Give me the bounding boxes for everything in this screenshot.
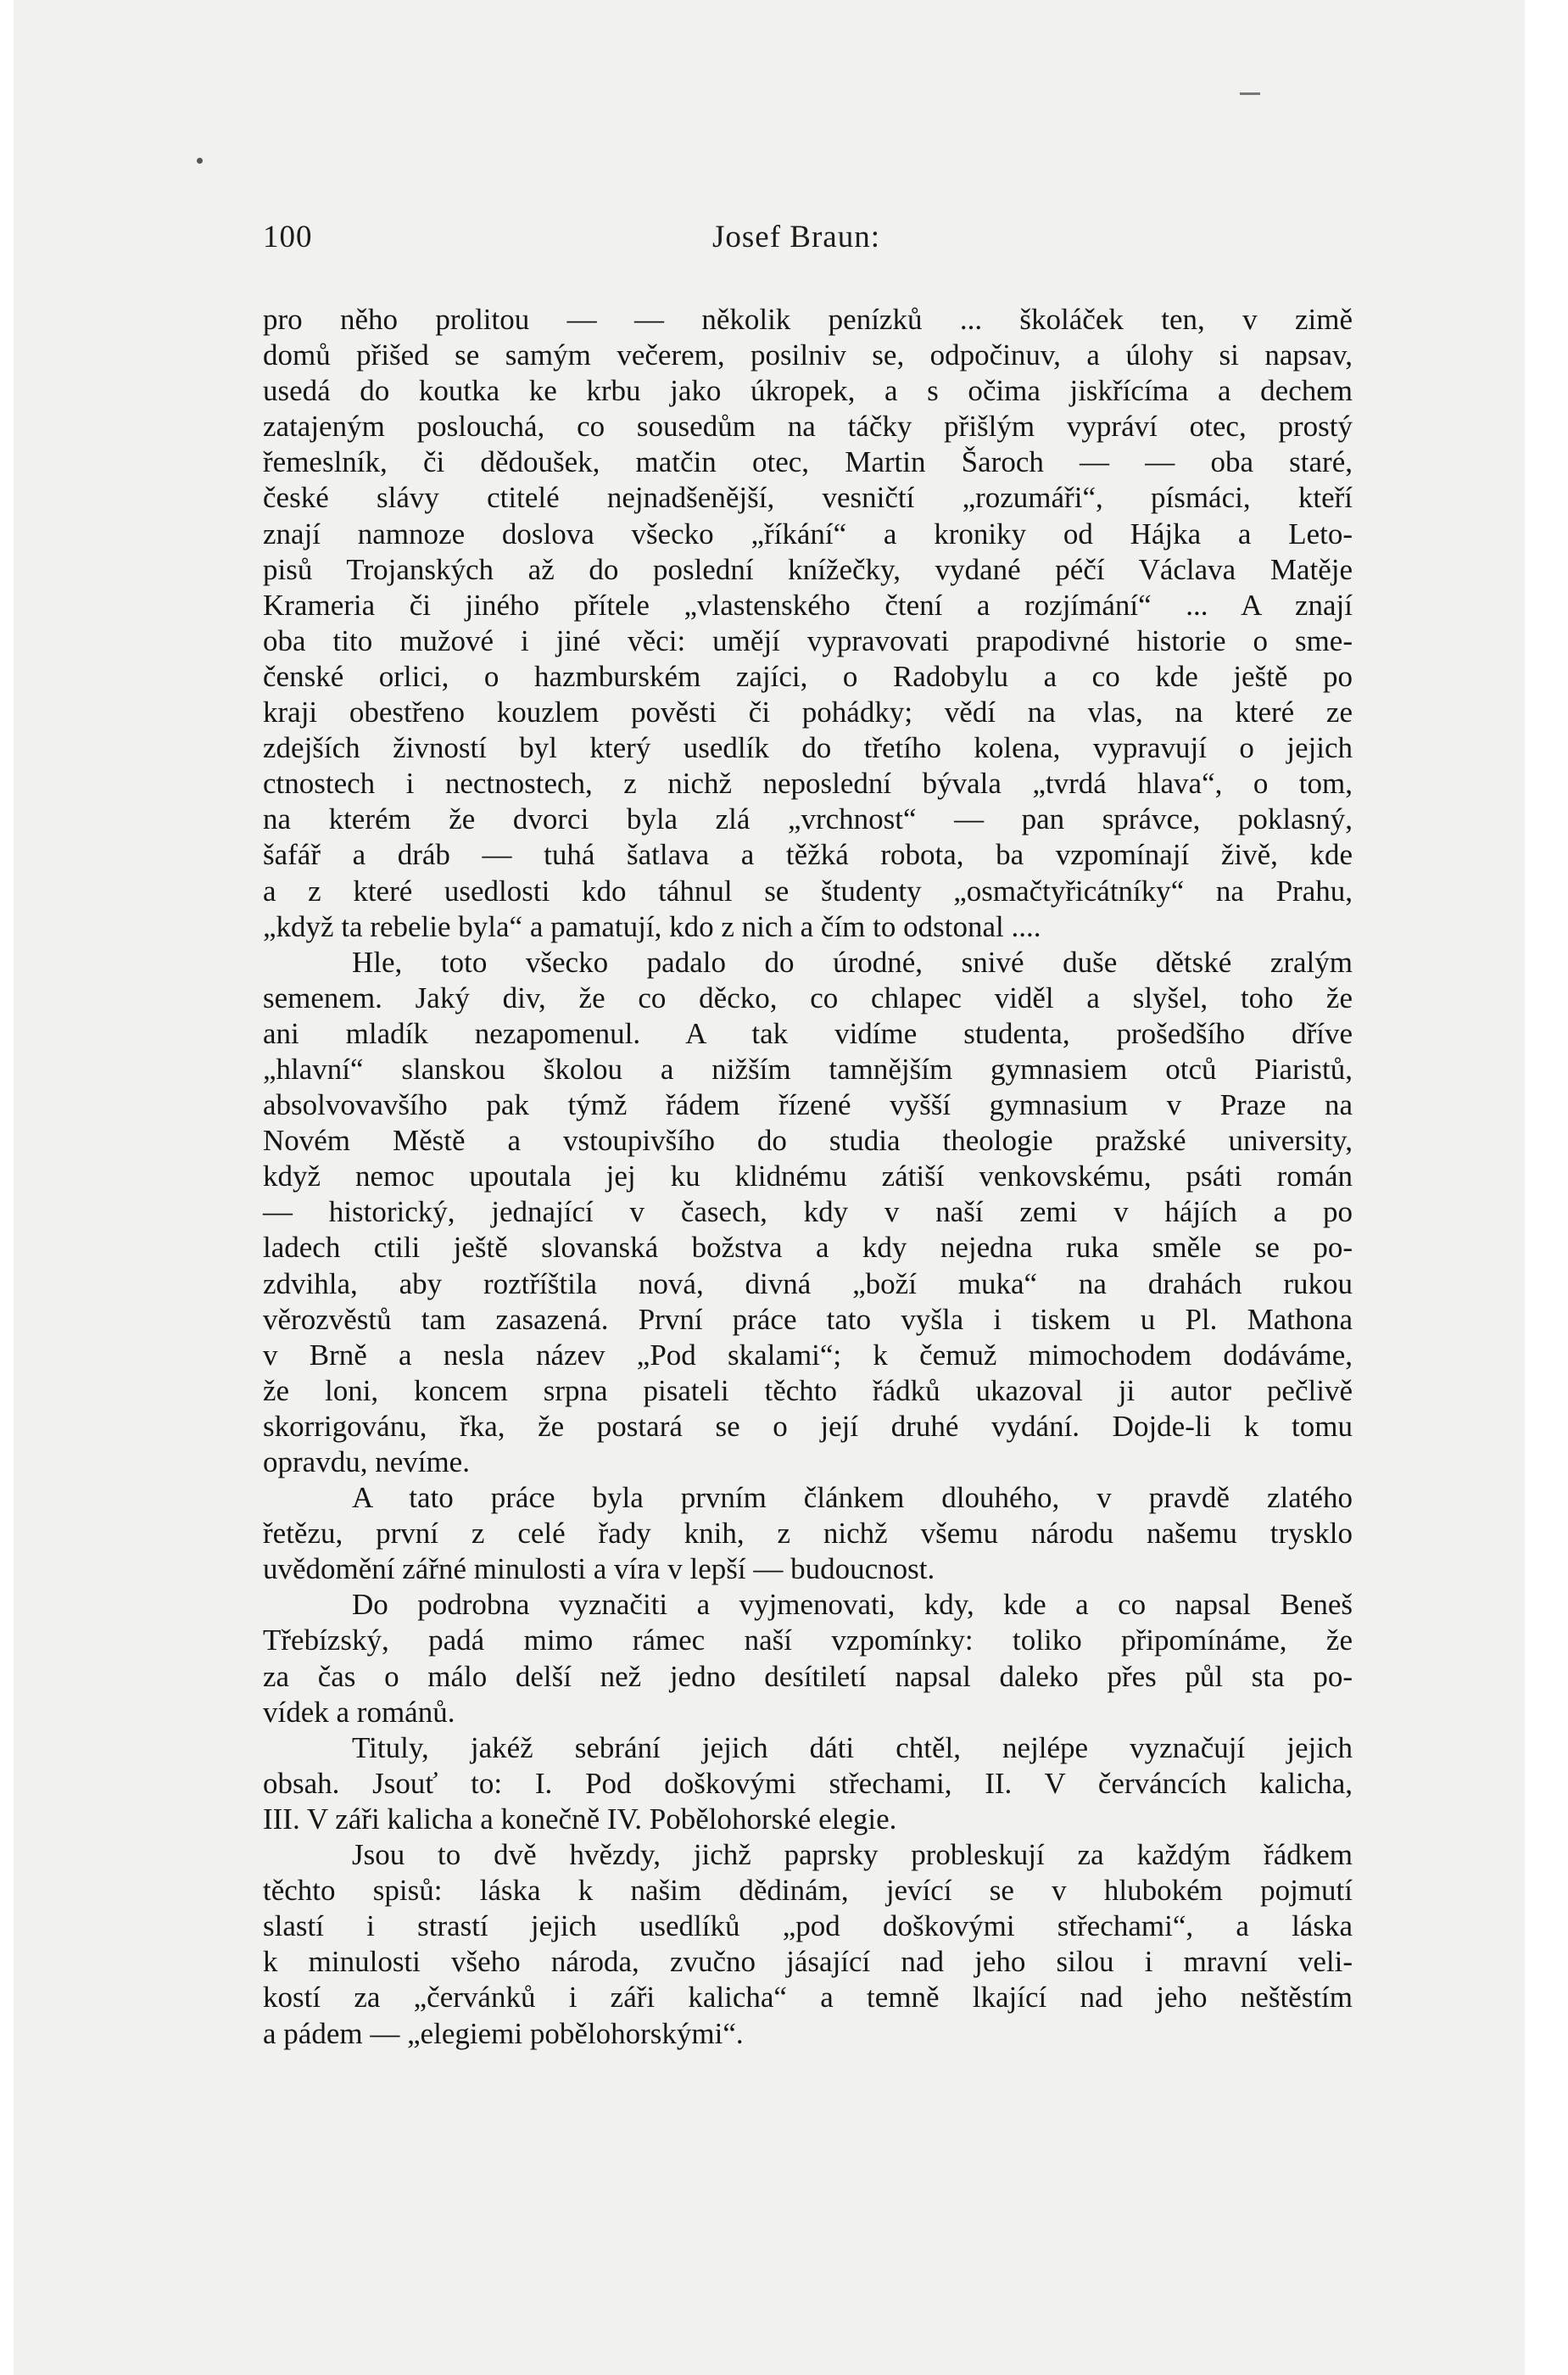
text-line: vídek a románů. [263,1695,455,1729]
text-line: Do podrobna vyznačiti a vyjmenovati, kdy, kde a co napsal Beneš [352,1588,1353,1622]
body-text [263,302,1353,2052]
text-line: domů přišed se samým večerem, posilniv se, odpočinuv, a úlohy si napsav, [263,338,1353,372]
text-line: A tato práce byla prvním článkem dlouhého, v pravdě zlatého [352,1481,1353,1515]
text-line: usedá do koutka ke krbu jako úkropek, a s očima jiskřícíma a dechem [263,374,1353,408]
text-line: pisů Trojanských až do poslední knížečky, vydané péčí Václava Matěje [263,552,1353,586]
text-line: ladech ctili ještě slovanská božstva a kdy nejedna ruka směle se po- [263,1231,1353,1265]
text-line: k minulosti všeho národa, zvučno jásající nad jeho silou i mravní veli- [263,1945,1353,1979]
text-line: Hle, toto všecko padalo do úrodné, snivé duše dětské zralým [352,945,1353,979]
text-line: „když ta rebelie byla“ a pamatují, kdo z nich a čím to odstonal .... [263,909,1041,943]
text-line: ctnostech i nectnostech, z nichž neposlední bývala „tvrdá hlava“, o tom, [263,767,1353,801]
text-line: čenské orlici, o hazmburském zajíci, o Radobylu a co kde ještě po [263,659,1353,693]
text-line: opravdu, nevíme. [263,1445,470,1478]
scan-margin [1525,0,1568,2375]
text-line: kostí za „červánků i záři kalicha“ a temně lkající nad jeho neštěstím [263,1981,1353,2015]
text-line: Tituly, jakéž sebrání jejich dáti chtěl, nejlépe vyznačují jejich [352,1730,1353,1764]
text-line: a pádem — „elegiemi pobělohorskými“. [263,2016,744,2050]
text-line: Jsou to dvě hvězdy, jichž paprsky probleskují za každým řádkem [352,1838,1353,1872]
paragraph [263,302,1353,945]
page-number: 100 [263,220,313,254]
page-header [263,219,1353,270]
text-line: šafář a dráb — tuhá šatlava a těžká robota, ba vzpomínají živě, kde [263,838,1353,872]
text-line: zdejších živností byl který usedlík do třetího kolena, vypravují o jejich [263,731,1353,765]
text-line: když nemoc upoutala jej ku klidnému zátiší venkovskému, psáti román [263,1160,1353,1193]
text-line: zdvihla, aby roztříštila nová, divná „boží muka“ na drahách rukou [263,1266,1353,1300]
text-line: skorrigovánu, řka, že postará se o její druhé vydání. Dojde-li k tomu [263,1409,1353,1443]
running-head: Josef Braun: [712,220,880,254]
text-line: „hlavní“ slanskou školou a nižším tamnějším gymnasiem otců Piaristů, [263,1052,1353,1086]
text-line: za čas o málo delší než jedno desítiletí napsal daleko přes půl sta po- [263,1659,1353,1693]
text-line: pro něho prolitou — — několik penízků ... školáček ten, v zimě [263,303,1353,336]
text-line: ani mladík nezapomenul. A tak vidíme studenta, prošedšího dříve [263,1016,1353,1050]
text-line: české slávy ctitelé nejnadšenější, vesničtí „rozumáři“, písmáci, kteří [263,481,1353,515]
paragraph [263,1730,1353,1837]
text-line: uvědomění zářné minulosti a víra v lepší — budoucnost. [263,1552,935,1586]
text-line: a z které usedlosti kdo táhnul se študenty „osmačtyřicátníky“ na Prahu, [263,874,1353,908]
paragraph [263,1587,1353,1730]
text-line: na kterém že dvorci byla zlá „vrchnost“ — pan správce, poklasný, [263,802,1353,836]
text-line: — historický, jednající v časech, kdy v naší zemi v hájích a po [263,1195,1353,1229]
text-line: semenem. Jaký div, že co děcko, co chlapec viděl a slyšel, toho že [263,981,1353,1014]
text-line: obsah. Jsouť to: I. Pod doškovými střechami, II. V červáncích kalicha, [263,1766,1353,1800]
text-line: slastí i strastí jejich usedlíků „pod doškovými střechami“, a láska [263,1909,1353,1943]
text-line: Novém Městě a vstoupivšího do studia theologie pražské university, [263,1124,1353,1158]
text-line: Krameria či jiného přítele „vlastenského čtení a rozjímání“ ... A znají [263,588,1353,622]
text-line: kraji obestřeno kouzlem pověsti či pohádky; vědí na vlas, na které ze [263,696,1353,729]
text-line: že loni, koncem srpna pisateli těchto řádků ukazoval ji autor pečlivě [263,1373,1353,1407]
text-line: oba tito mužové i jiné věci: umějí vypravovati prapodivné historie o sme- [263,623,1353,657]
text-line: absolvovavšího pak týmž řádem řízené vyšší gymnasium v Praze na [263,1088,1353,1122]
text-line: Třebízský, padá mimo rámec naší vzpomínky: toliko připomínáme, že [263,1623,1353,1657]
text-line: řemeslník, či dědoušek, matčin otec, Martin Šaroch — — oba staré, [263,445,1353,479]
scan-mark [1240,92,1260,95]
text-line: těchto spisů: láska k našim dědinám, jevící se v hlubokém pojmutí [263,1874,1353,1908]
paragraph [263,1480,1353,1587]
text-line: řetězu, první z celé řady knih, z nichž všemu národu našemu trysklo [263,1517,1353,1551]
text-line: znají namnoze doslova všecko „říkání“ a kroniky od Hájka a Leto- [263,517,1353,550]
text-line: zatajeným poslouchá, co sousedům na táčky přišlým vypráví otec, prostý [263,410,1353,444]
text-line: věrozvěstů tam zasazená. První práce tato vyšla i tiskem u Pl. Mathona [263,1302,1353,1336]
paragraph [263,945,1353,1480]
paragraph [263,1837,1353,2052]
scan-speck [197,158,203,164]
text-line: v Brně a nesla název „Pod skalami“; k čemuž mimochodem dodáváme, [263,1338,1353,1372]
text-line: III. V záři kalicha a konečně IV. Pobělohorské elegie. [263,1802,897,1836]
